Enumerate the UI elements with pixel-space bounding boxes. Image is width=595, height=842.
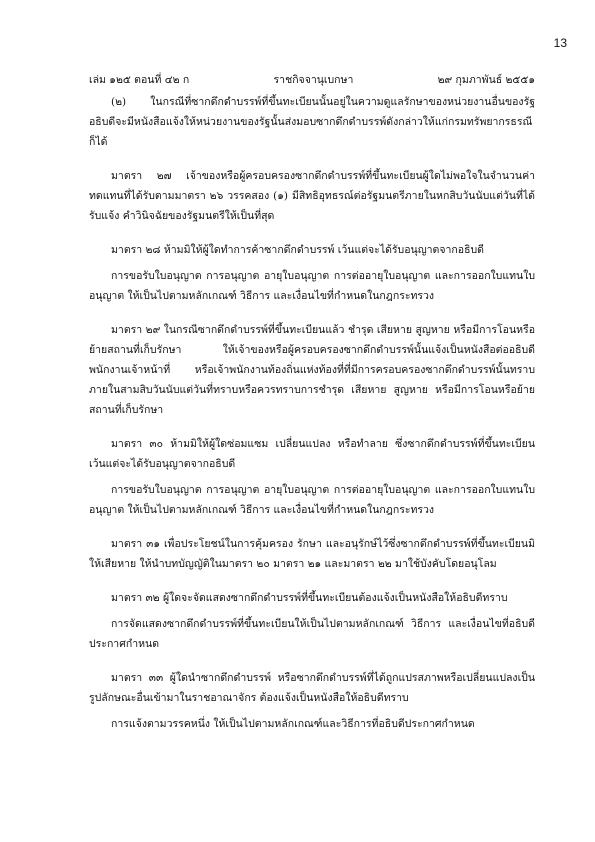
document-body: [89, 92, 535, 748]
paragraph-section-31: มาตรา ๓๑ เพื่อประโยชน์ในการคุ้มครอง รักษา และอนุรักษ์ไว้ซึ่งซากดึกดำบรรพ์ที่ขึ้นทะเบียนมิให้เสียหาย ให้นำบทบัญญัติในมาตรา ๒๐ มาตรา ๒๑ และมาตรา ๒๒ มาใช้บังคับโดยอนุโลม: [89, 538, 535, 570]
paragraph-section-28: มาตรา ๒๘ ห้ามมิให้ผู้ใดทำการค้าซากดึกดำบรรพ์ เว้นแต่จะได้รับอนุญาตจากอธิบดี: [111, 244, 484, 256]
volume-issue: เล่ม ๑๒๕ ตอนที่ ๔๒ ก: [89, 74, 190, 86]
paragraph-section-29: มาตรา ๒๙ ในกรณีซากดึกดำบรรพ์ที่ขึ้นทะเบียนแล้ว ชำรุด เสียหาย สูญหาย หรือมีการโอนหรือย้ายสถานที่เก็บรักษา ให้เจ้าของหรือผู้ครอบครองซากดึกดำบรรพ์นั้นแจ้งเป็นหนังสือต่ออธิบดี พนักงานเจ้าหน้าที่ หรือเจ้าพนักงานท้องถิ่นแห่งท้องที่ที่มีการครอบครองซากดึกดำบรรพ์นั้นทราบภายในสามสิบวันนับแต่วันที่ทราบหรือควรทราบการชำรุด เสียหาย สูญหาย หรือมีการโอนหรือย้ายสถานที่เก็บรักษา: [89, 324, 535, 416]
paragraph-section-33-notice: การแจ้งตามวรรคหนึ่ง ให้เป็นไปตามหลักเกณฑ์และวิธีการที่อธิบดีประกาศกำหนด: [111, 718, 475, 730]
paragraph-clause-2: (๒) ในกรณีที่ซากดึกดำบรรพ์ที่ขึ้นทะเบียนนั้นอยู่ในความดูแลรักษาของหน่วยงานอื่นของรัฐ อธิบดีจะมีหนังสือแจ้งให้หน่วยงานของรัฐนั้นส่งมอบซากดึกดำบรรพ์ดังกล่าวให้แก่กรมทรัพยากรธรณีก็ได้: [89, 96, 535, 148]
gazette-header: [89, 71, 535, 88]
paragraph-section-27: มาตรา ๒๗ เจ้าของหรือผู้ครอบครองซากดึกดำบรรพ์ที่ขึ้นทะเบียนผู้ใดไม่พอใจในจำนวนค่าทดแทนที่ได้รับตามมาตรา ๒๖ วรรคสอง (๑) มีสิทธิอุทธรณ์ต่อรัฐมนตรีภายในหกสิบวันนับแต่วันที่ได้รับแจ้ง คำวินิจฉัยของรัฐมนตรีให้เป็นที่สุด: [89, 170, 535, 222]
paragraph-section-30-license: การขอรับใบอนุญาต การอนุญาต อายุใบอนุญาต การต่ออายุใบอนุญาต และการออกใบแทนใบอนุญาต ให้เป็นไปตามหลักเกณฑ์ วิธีการ และเงื่อนไขที่กำหนดในกฎกระทรวง: [89, 484, 535, 516]
page-number: 13: [553, 36, 567, 50]
paragraph-section-32-exhibit: การจัดแสดงซากดึกดำบรรพ์ที่ขึ้นทะเบียนให้เป็นไปตามหลักเกณฑ์ วิธีการ และเงื่อนไขที่อธิบดีประกาศกำหนด: [89, 618, 535, 650]
paragraph-section-32: มาตรา ๓๒ ผู้ใดจะจัดแสดงซากดึกดำบรรพ์ที่ขึ้นทะเบียนต้องแจ้งเป็นหนังสือให้อธิบดีทราบ: [111, 592, 508, 604]
paragraph-section-33: มาตรา ๓๓ ผู้ใดนำซากดึกดำบรรพ์ หรือซากดึกดำบรรพ์ที่ได้ถูกแปรสภาพหรือเปลี่ยนแปลงเป็นรูปลักษณะอื่นเข้ามาในราชอาณาจักร ต้องแจ้งเป็นหนังสือให้อธิบดีทราบ: [89, 672, 535, 704]
paragraph-section-30: มาตรา ๓๐ ห้ามมิให้ผู้ใดซ่อมแซม เปลี่ยนแปลง หรือทำลาย ซึ่งซากดึกดำบรรพ์ที่ขึ้นทะเบียน เว้นแต่จะได้รับอนุญาตจากอธิบดี: [89, 438, 535, 470]
publication-date: ๒๙ กุมภาพันธ์ ๒๕๕๑: [437, 74, 535, 86]
publication-name: ราชกิจจานุเบกษา: [273, 74, 354, 86]
paragraph-section-28-license: การขอรับใบอนุญาต การอนุญาต อายุใบอนุญาต การต่ออายุใบอนุญาต และการออกใบแทนใบอนุญาต ให้เป็นไปตามหลักเกณฑ์ วิธีการ และเงื่อนไขที่กำหนดในกฎกระทรวง: [89, 270, 535, 302]
